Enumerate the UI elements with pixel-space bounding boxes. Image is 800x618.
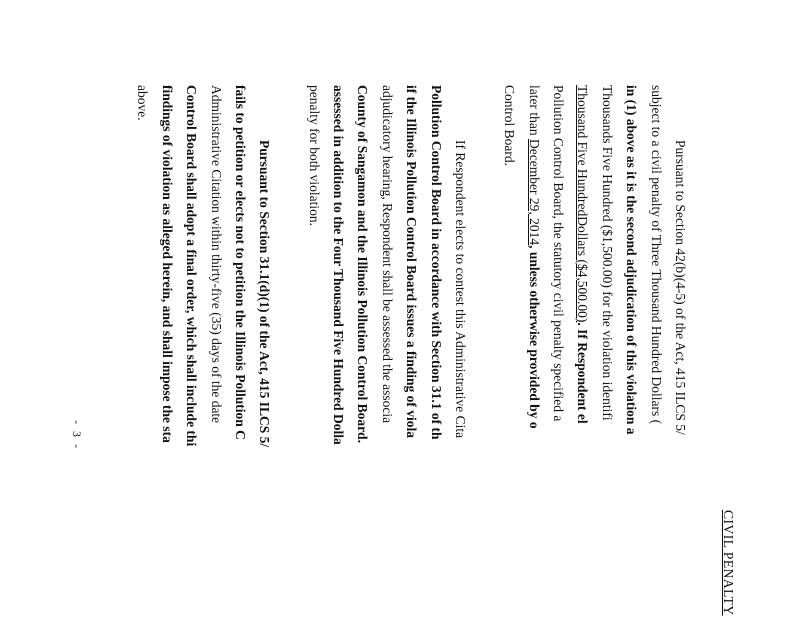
para2-line2	[424, 85, 449, 440]
para3-line1	[252, 140, 277, 447]
para1-line3-text: in (1) above as it is the second adjudication of this violation a	[624, 85, 639, 435]
para3-line4	[179, 85, 204, 446]
para1-line3	[619, 85, 644, 435]
para1-line1: Pursuant to Section 42(b)(4-5) of the Act, 415 ILCS 5/	[673, 140, 688, 435]
para3-line1-text: Pursuant to Section 31.1(d)(1) of the Act, 415 ILCS 5/	[257, 140, 272, 448]
penalty-total: Thousand Five HundredDollars ($4,500.00)	[575, 85, 590, 323]
para3-line6: above.	[135, 85, 150, 121]
para1-line4: Thousands Five Hundred ($1,500.00) for the violation identifi	[600, 85, 615, 421]
para3-line4-text: Control Board shall adopt a final order, which shall include thi	[184, 85, 199, 447]
para2-line6-text: assessed in addition to the Four Thousand Five Hundred Dolla	[331, 85, 346, 445]
para3-line3: Administrative Citation within thirty-five (35) days of the date	[209, 85, 224, 424]
para3-line2-text: fails to petition or elects not to petition the Illinois Pollution C	[233, 85, 248, 440]
para1-line7-a: later than	[527, 85, 542, 139]
para1-line5-rest: . If Respondent el	[575, 322, 590, 424]
para2-line5	[350, 85, 375, 443]
para1-line6: Pollution Control Board, the statutory civil penalty specified a	[551, 85, 566, 422]
para2-line3	[399, 85, 424, 438]
para1-line7-c: , unless otherwise provided by o	[527, 245, 542, 429]
para2-line4: adjudicatory hearing, Respondent shall be assessed the associa	[380, 85, 395, 424]
page-number: - 3 -	[70, 420, 84, 450]
para3-line5	[155, 85, 180, 443]
para3-line5-text: findings of violation as alleged herein, and shall impose the sta	[160, 85, 175, 443]
para2-line7: penalty for both violation.	[307, 85, 322, 226]
section-heading: CIVIL PENALTY	[721, 510, 736, 616]
para1-line7	[522, 85, 547, 429]
para2-line2-text: Pollution Control Board in accordance with Section 31.1 of th	[429, 85, 444, 440]
para3-line2	[228, 85, 253, 440]
due-date: December 29, 2014	[527, 138, 542, 246]
para2-line6	[326, 85, 351, 445]
para2-line5-text: County of Sangamon and the Illinois Pollution Control Board.	[355, 85, 370, 443]
para1-line5	[570, 85, 595, 424]
para1-line2: subject to a civil penalty of Three Thousand Hundred Dollars (	[649, 85, 664, 425]
para1-line8: Control Board.	[502, 85, 517, 166]
para2-line3-text: if the Illinois Pollution Control Board issues a finding of viola	[404, 85, 419, 439]
para2-line1: If Respondent elects to contest this Administrative Cita	[453, 140, 468, 439]
